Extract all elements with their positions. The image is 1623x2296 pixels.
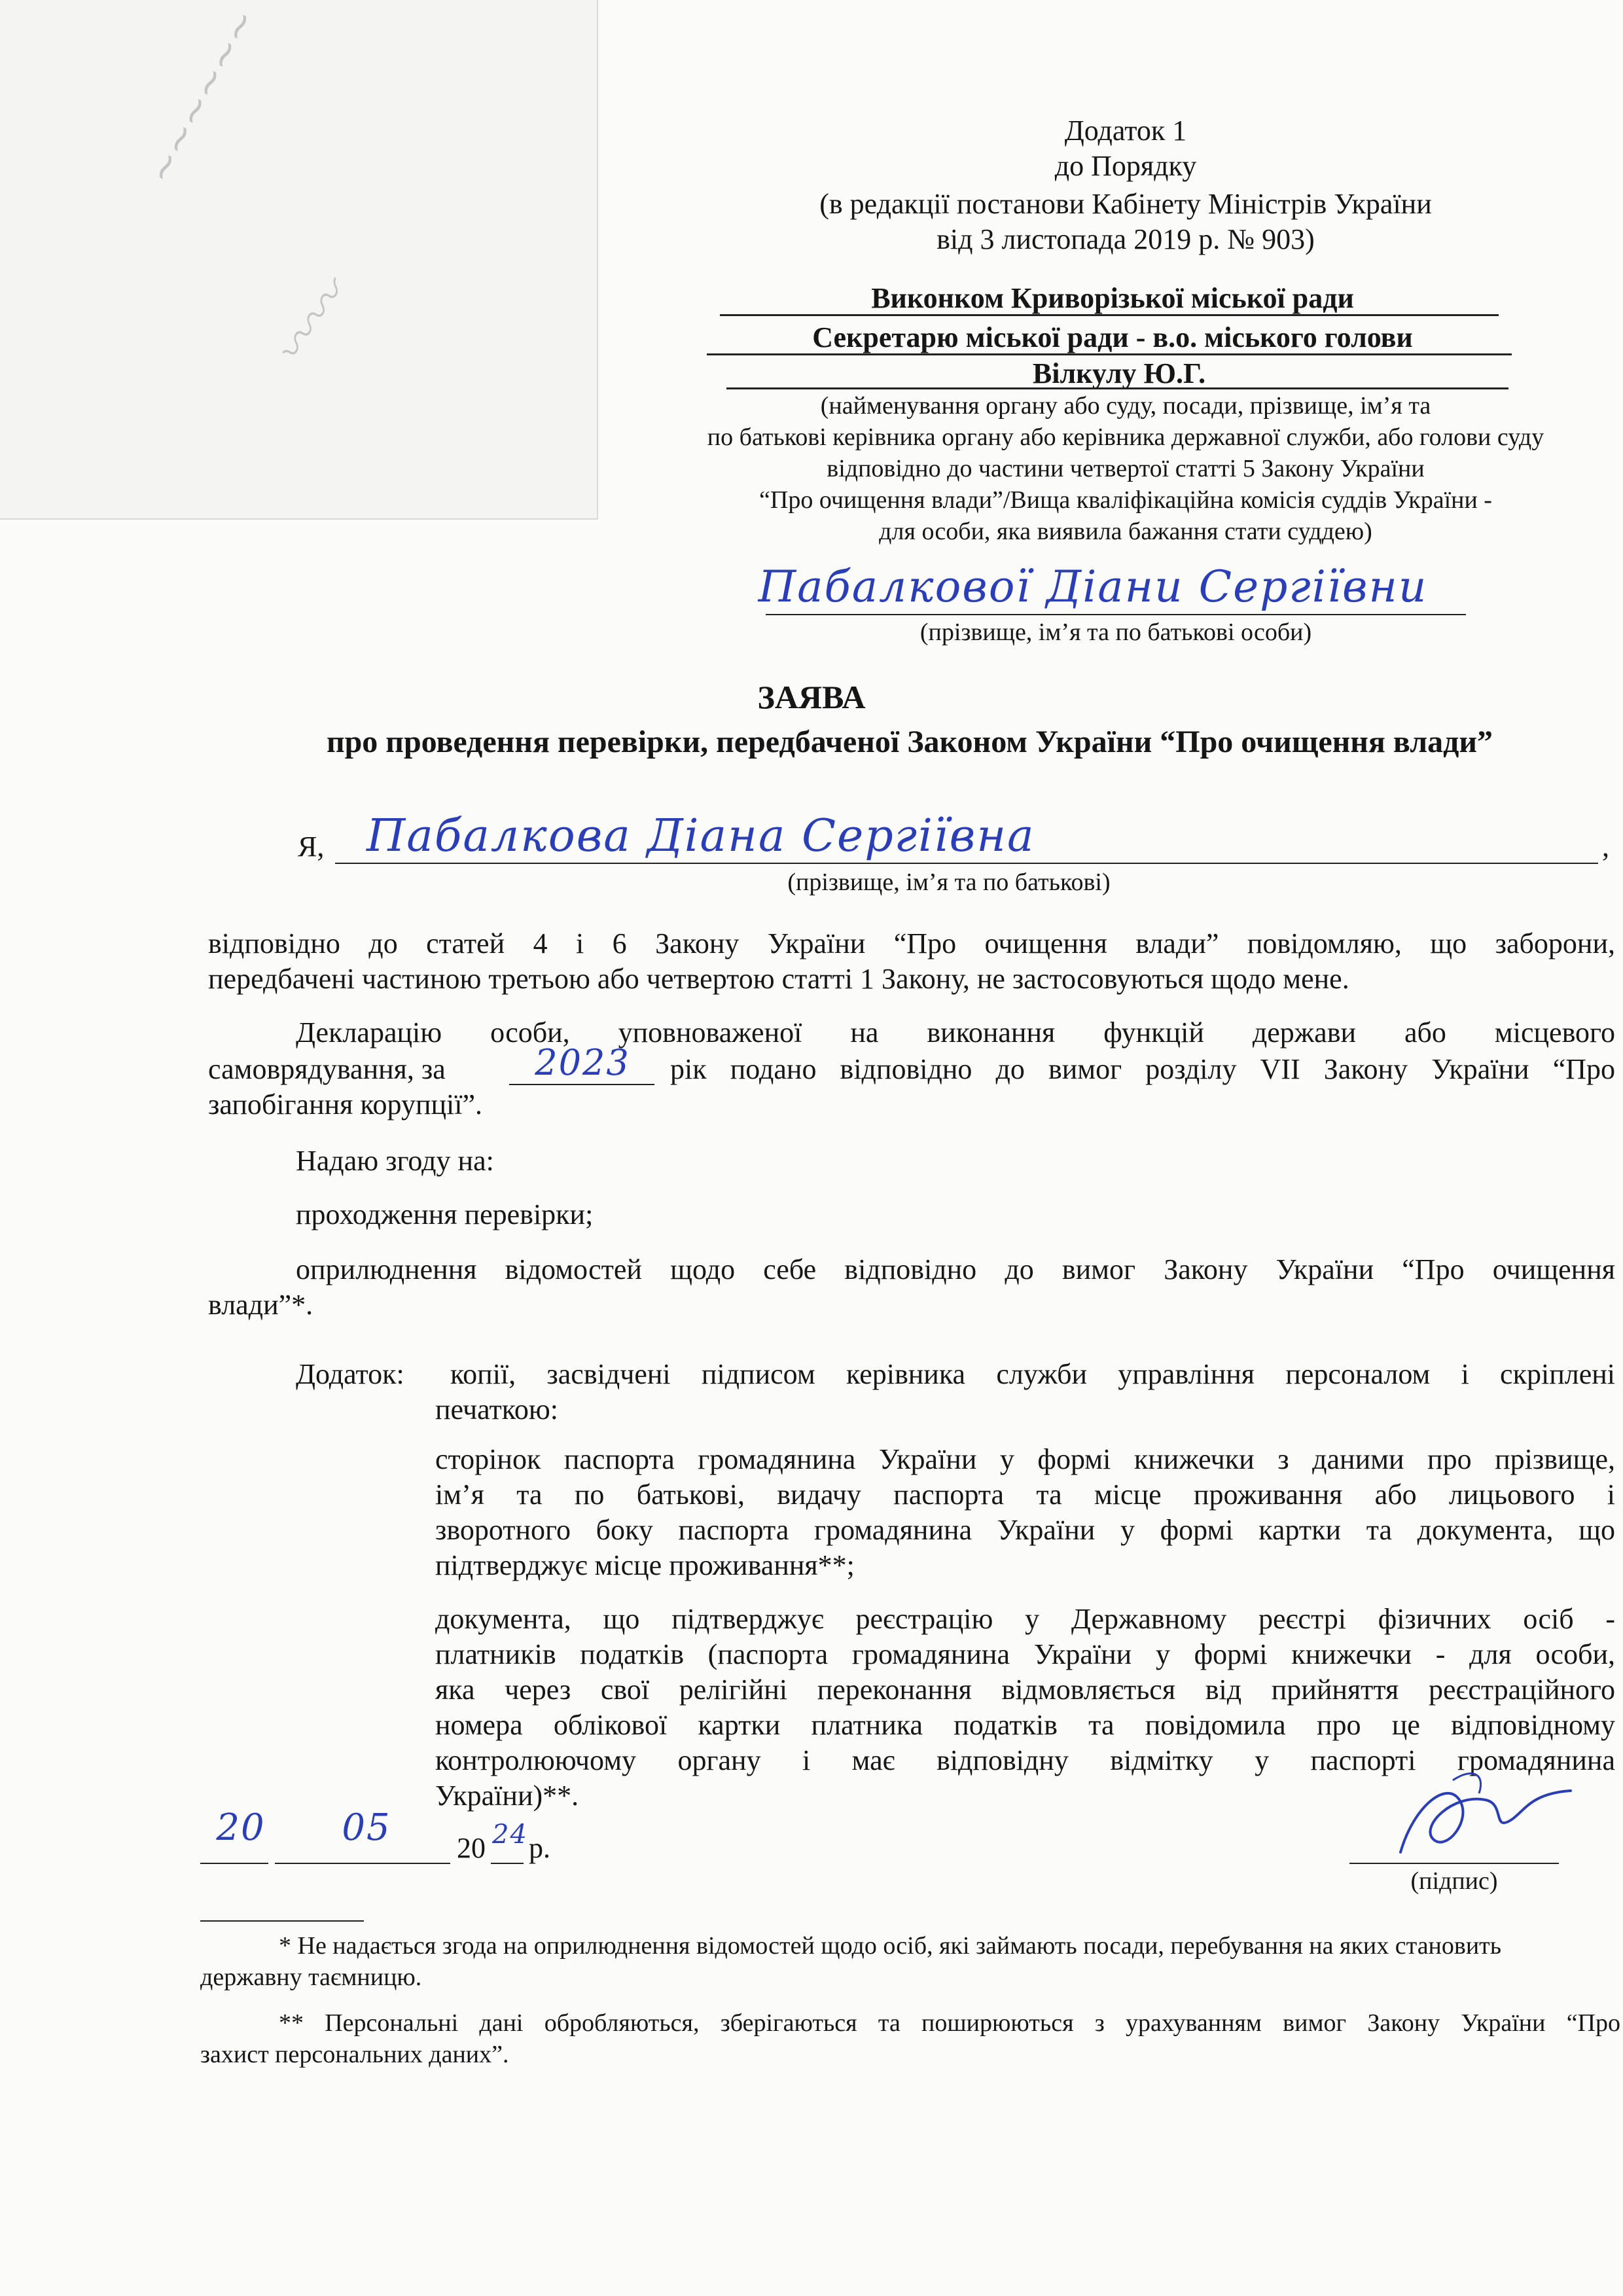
date-month-underline [275, 1863, 450, 1864]
attachment-item-1-line-3: зворотного боку паспорта громадянина України у формі картки та документа, що [435, 1514, 1615, 1546]
document-subtitle: про проведення перевірки, передбаченої Законом України “Про очищення влади” [326, 725, 1493, 759]
paragraph-1-line-2: передбачені частиною третьою або четвертою статті 1 Закону, не застосовуються щодо мене. [208, 963, 1349, 995]
addressee-line-3: Вілкулу Ю.Г. [1032, 357, 1206, 389]
paragraph-1-line-1: відповідно до статей 4 і 6 Закону України “Про очищення влади” повідомляю, що заборони, [208, 927, 1615, 960]
date-day-underline [200, 1863, 268, 1864]
addressee-caption-2: по батькові керівника органу або керівника державної служби, або голови суду [707, 423, 1544, 451]
statement-name-underline [335, 863, 1598, 864]
footnote-separator [200, 1920, 364, 1922]
footnote-1-line-2: державну таємницю. [200, 1964, 422, 1991]
addressee-caption-1: (найменування органу або суду, посади, прізвище, ім’я та [820, 392, 1431, 420]
handwritten-signature [1374, 1754, 1584, 1872]
attachment-intro-line-2: печаткою: [435, 1393, 558, 1426]
addressee-line-2: Секретарю міської ради - в.о. міського голови [812, 321, 1413, 353]
statement-suffix: , [1602, 831, 1609, 863]
header-line-3: (в редакції постанови Кабінету Міністрів України [819, 188, 1432, 220]
addressee-caption-4: “Про очищення влади”/Вища кваліфікаційна комісія суддів України - [759, 486, 1492, 514]
date-month-handwritten: 05 [342, 1806, 391, 1849]
attachment-item-1-line-4: підтверджує місце проживання**; [435, 1549, 855, 1581]
consent-intro: Надаю згоду на: [296, 1145, 494, 1177]
footnote-1-line-1: * Не надається згода на оприлюднення відомостей щодо осіб, які займають посади, перебування на яких становить [279, 1932, 1502, 1960]
header-line-4: від 3 листопада 2019 р. № 903) [936, 223, 1315, 255]
declaration-year-underline [509, 1084, 654, 1085]
declaration-year-handwritten: 2023 [535, 1042, 630, 1083]
attachment-item-1-line-2: ім’я та по батькові, видачу паспорта та місце проживання або лицьового і [435, 1479, 1615, 1511]
attachment-item-1-line-1: сторінок паспорта громадянина України у формі книжечки з даними про прізвище, [435, 1443, 1615, 1475]
footnote-2-line-2: захист персональних даних”. [200, 2041, 509, 2068]
attachment-item-2-line-5: контролюючому органу і має відповідну відмітку у паспорті громадянина [435, 1744, 1615, 1776]
date-year-prefix: 20 [457, 1832, 486, 1864]
pencil-scribble: 〰〰 [263, 270, 360, 377]
signature-caption: (підпис) [1410, 1867, 1498, 1895]
consent-item-2-line-2: влади”*. [208, 1289, 313, 1321]
attachment-item-2-line-4: номера облікової картки платника податків та повідомила про це відповідному [435, 1709, 1615, 1741]
attachment-item-2-line-2: платників податків (паспорта громадянина України у формі книжечки - для особи, [435, 1638, 1615, 1670]
paragraph-2-line-3: запобігання корупції”. [208, 1088, 483, 1121]
sender-underline [766, 614, 1466, 615]
addressee-underline-3 [726, 387, 1508, 389]
consent-item-1: проходження перевірки; [296, 1198, 594, 1230]
consent-item-2-line-1: оприлюднення відомостей щодо себе відповідно до вимог Закону України “Про очищення [296, 1253, 1615, 1285]
addressee-underline-2 [707, 353, 1512, 355]
addressee-line-1: Виконком Криворізької міської ради [871, 282, 1354, 314]
paragraph-2-line-2-start: самоврядування, за [208, 1053, 446, 1085]
date-year-underline [491, 1863, 524, 1864]
paragraph-2-line-2-end: рік подано відповідно до вимог розділу VII Закону України “Про [670, 1053, 1615, 1085]
attachment-item-2-line-1: документа, що підтверджує реєстрацію у Державному реєстрі фізичних осіб - [435, 1603, 1615, 1635]
sender-handwritten-name: Пабалкової Діани Сергіївни [758, 562, 1428, 612]
header-line-2: до Порядку [1054, 150, 1197, 182]
addressee-caption-3: відповідно до частини четвертої статті 5 Закону України [827, 455, 1425, 482]
header-line-1: Додаток 1 [1064, 115, 1187, 147]
signature-underline [1349, 1863, 1559, 1864]
sender-caption: (прізвище, ім’я та по батькові особи) [919, 619, 1312, 646]
addressee-caption-5: для особи, яка виявила бажання стати суддею) [879, 518, 1372, 545]
document-title: ЗАЯВА [757, 679, 866, 715]
statement-prefix: Я, [298, 831, 325, 863]
statement-name-caption: (прізвище, ім’я та по батькові) [787, 869, 1111, 896]
attachment-intro-line-1: копії, засвідчені підписом керівника служби управління персоналом і скріплені [450, 1358, 1615, 1390]
paragraph-2-line-1: Декларацію особи, уповноваженої на виконання функцій держави або місцевого [296, 1016, 1615, 1049]
date-year-handwritten: 24 [492, 1820, 528, 1850]
attached-paper-overlay [0, 0, 598, 520]
date-day-handwritten: 20 [216, 1806, 266, 1849]
footnote-2-line-1: ** Персональні дані обробляються, зберігаються та поширюються з урахуванням вимог Закону України “Про [279, 2009, 1620, 2037]
attachment-item-2-line-3: яка через свої релігійні переконання відмовляється від прийняття реєстраційного [435, 1674, 1615, 1706]
attachment-label: Додаток: [296, 1358, 404, 1390]
statement-handwritten-name: Пабалкова Діана Сергіївна [366, 810, 1035, 862]
date-year-end: р. [529, 1832, 550, 1864]
addressee-underline-1 [720, 314, 1499, 316]
attachment-item-2-line-6: України)**. [435, 1780, 579, 1812]
pencil-note: ~~~~~~ [137, 1, 266, 191]
